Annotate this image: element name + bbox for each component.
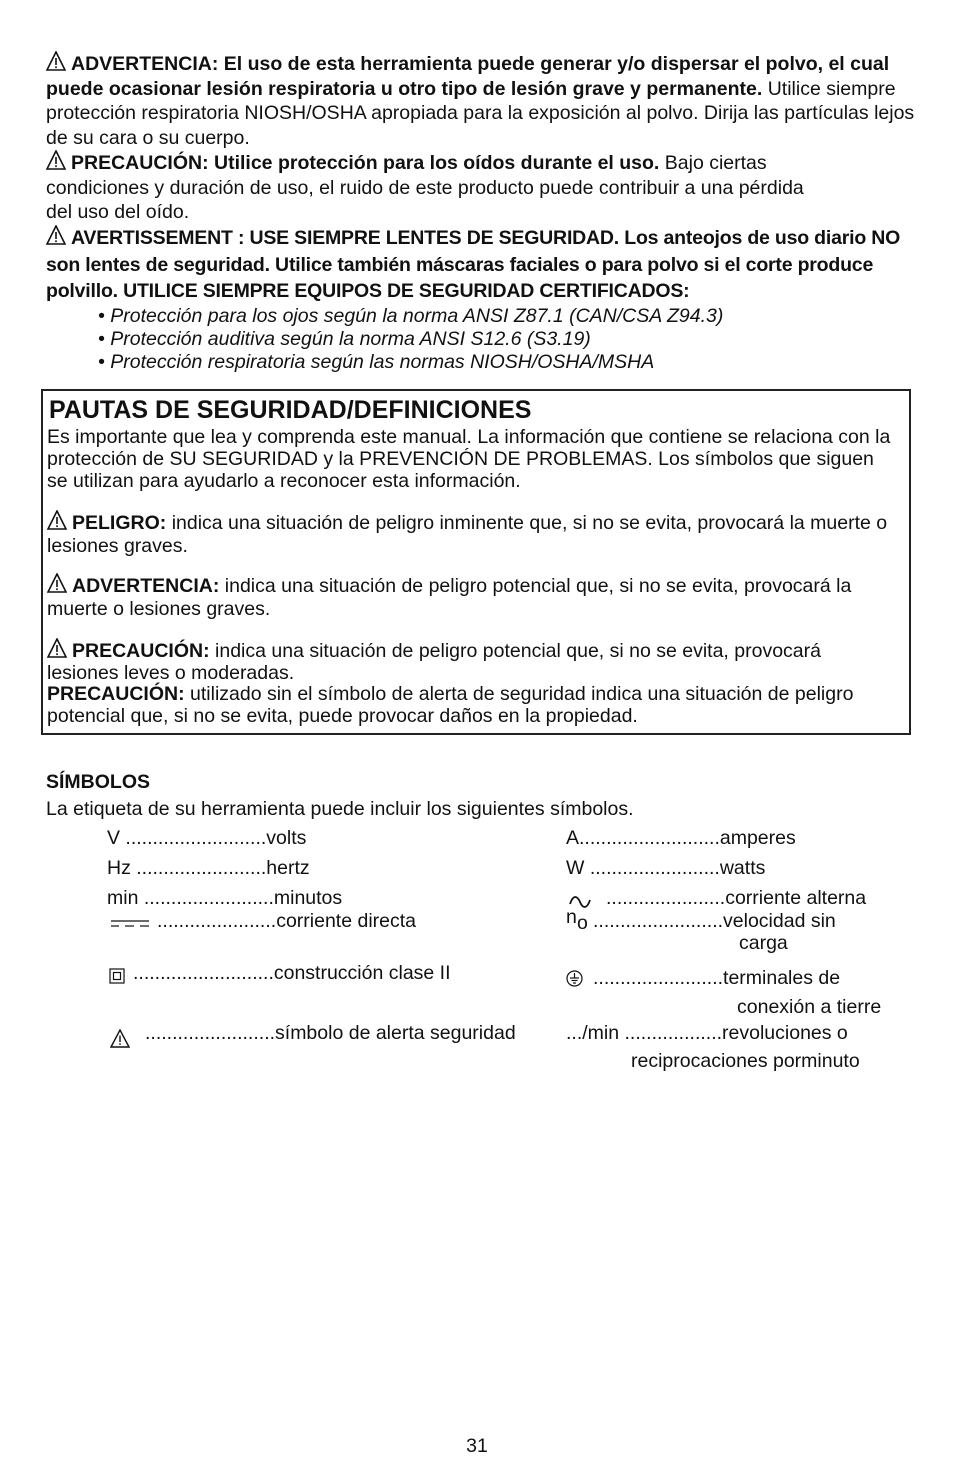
symbol-no-load: ........................velocidad sin [593, 910, 836, 932]
symbols-heading: SÍMBOLOS [46, 771, 151, 793]
warning-triangle-icon [46, 51, 66, 71]
warning-hearing [46, 150, 826, 225]
symbol-minutos: min ........................minutos [107, 887, 343, 909]
no-load-n: n [566, 906, 577, 928]
class2-icon [109, 966, 125, 991]
symbol-volts: V ..........................volts [107, 827, 307, 849]
warning-dust-bold: ADVERTENCIA: El uso de esta herramienta puede generar y/o dispersar el polvo, el cual puede ocasionar lesión respiratoria u otro tipo de lesión grave y permanente. [46, 53, 890, 100]
symbol-no-load-cont: carga [739, 932, 788, 954]
ground-icon [566, 969, 583, 994]
warning-triangle-icon [47, 573, 67, 593]
warning-triangle-icon [47, 638, 67, 658]
alert-triangle-icon [110, 1029, 130, 1055]
page-number: 31 [466, 1435, 488, 1457]
warning-eyes-bold: AVERTISSEMENT : USE SIEMPRE LENTES DE SEGURIDAD. Los anteojos de uso diario NO son lentes de seguridad. Utilice también máscaras faciales o para polvo si el corte produce polvillo. UTILICE SIEMPRE EQUIPOS DE SEGURIDAD CERTIFICADOS: [46, 227, 901, 302]
symbol-ac: ......................corriente alterna [606, 887, 867, 909]
warning-triangle-icon [46, 225, 66, 245]
warning-hearing-bold: PRECAUCIÓN: Utilice protección para los oídos durante el uso. [71, 152, 660, 174]
list-item: • Protección para los ojos según la norma ANSI Z87.1 (CAN/CSA Z94.3) [98, 305, 724, 327]
no-load-o: o [577, 912, 588, 934]
list-item: • Protección respiratoria según las normas NIOSH/OSHA/MSHA [98, 351, 655, 373]
warning-dust-text: Utilice siempre protección respiratoria NIOSH/OSHA apropiada para la exposición al polvo. Dirija las partículas lejos de su cara o su cuerpo. [46, 77, 915, 149]
symbol-rpm-cont: reciprocaciones porminuto [631, 1050, 860, 1072]
symbol-ground: ........................terminales de [593, 967, 841, 989]
symbol-rpm: .../min ..................revoluciones o [566, 1022, 848, 1044]
equipment-list [98, 305, 918, 374]
warning-triangle-icon [46, 150, 66, 170]
dc-icon [110, 911, 150, 936]
symbol-ground-cont: conexión a tierre [737, 996, 882, 1018]
warning-triangle-icon [47, 510, 67, 530]
symbol-watts: W ........................watts [566, 857, 766, 879]
list-item: • Protección auditiva según la norma ANSI S12.6 (S3.19) [98, 328, 591, 350]
guidelines-title: PAUTAS DE SEGURIDAD/DEFINICIONES [49, 396, 532, 424]
safety-guidelines-box [41, 389, 911, 735]
definition-advertencia: ADVERTENCIA: indica una situación de peligro potencial que, si no se evita, provocará la muerte o lesiones graves. [47, 575, 852, 620]
symbol-alert: ........................símbolo de alerta seguridad [145, 1022, 516, 1044]
symbol-dc: ......................corriente directa [157, 910, 417, 932]
symbol-amperes: A..........................amperes [566, 827, 796, 849]
symbol-hertz: Hz ........................hertz [107, 857, 310, 879]
symbol-class2: ..........................construcción clase II [133, 962, 451, 984]
guidelines-intro: Es importante que lea y comprenda este manual. La información que contiene se relaciona con la protección de SU SEGURIDAD y la PREVENCIÓN DE PROBLEMAS. Los símbolos que siguen se utilizan para ayudarlo a reconocer esta información. [47, 426, 891, 492]
definition-peligro: PELIGRO: indica una situación de peligro inminente que, si no se evita, provocará la muerte o lesiones graves. [47, 512, 888, 557]
definition-precaucion: PRECAUCIÓN: indica una situación de peligro potencial que, si no se evita, provocará lesiones leves o moderadas. [47, 640, 821, 684]
warning-hearing-text: Bajo ciertas condiciones y duración de uso, el ruido de este producto puede contribuir a una pérdida del uso del oído. [46, 152, 804, 223]
symbols-intro: La etiqueta de su herramienta puede incluir los siguientes símbolos. [46, 798, 634, 820]
definition-precaucion-no-symbol: PRECAUCIÓN: utilizado sin el símbolo de alerta de seguridad indica una situación de peligro potencial que, si no se evita, puede provocar daños en la propiedad. [47, 683, 854, 727]
warning-eyes [46, 225, 911, 305]
warning-dust [46, 51, 926, 150]
